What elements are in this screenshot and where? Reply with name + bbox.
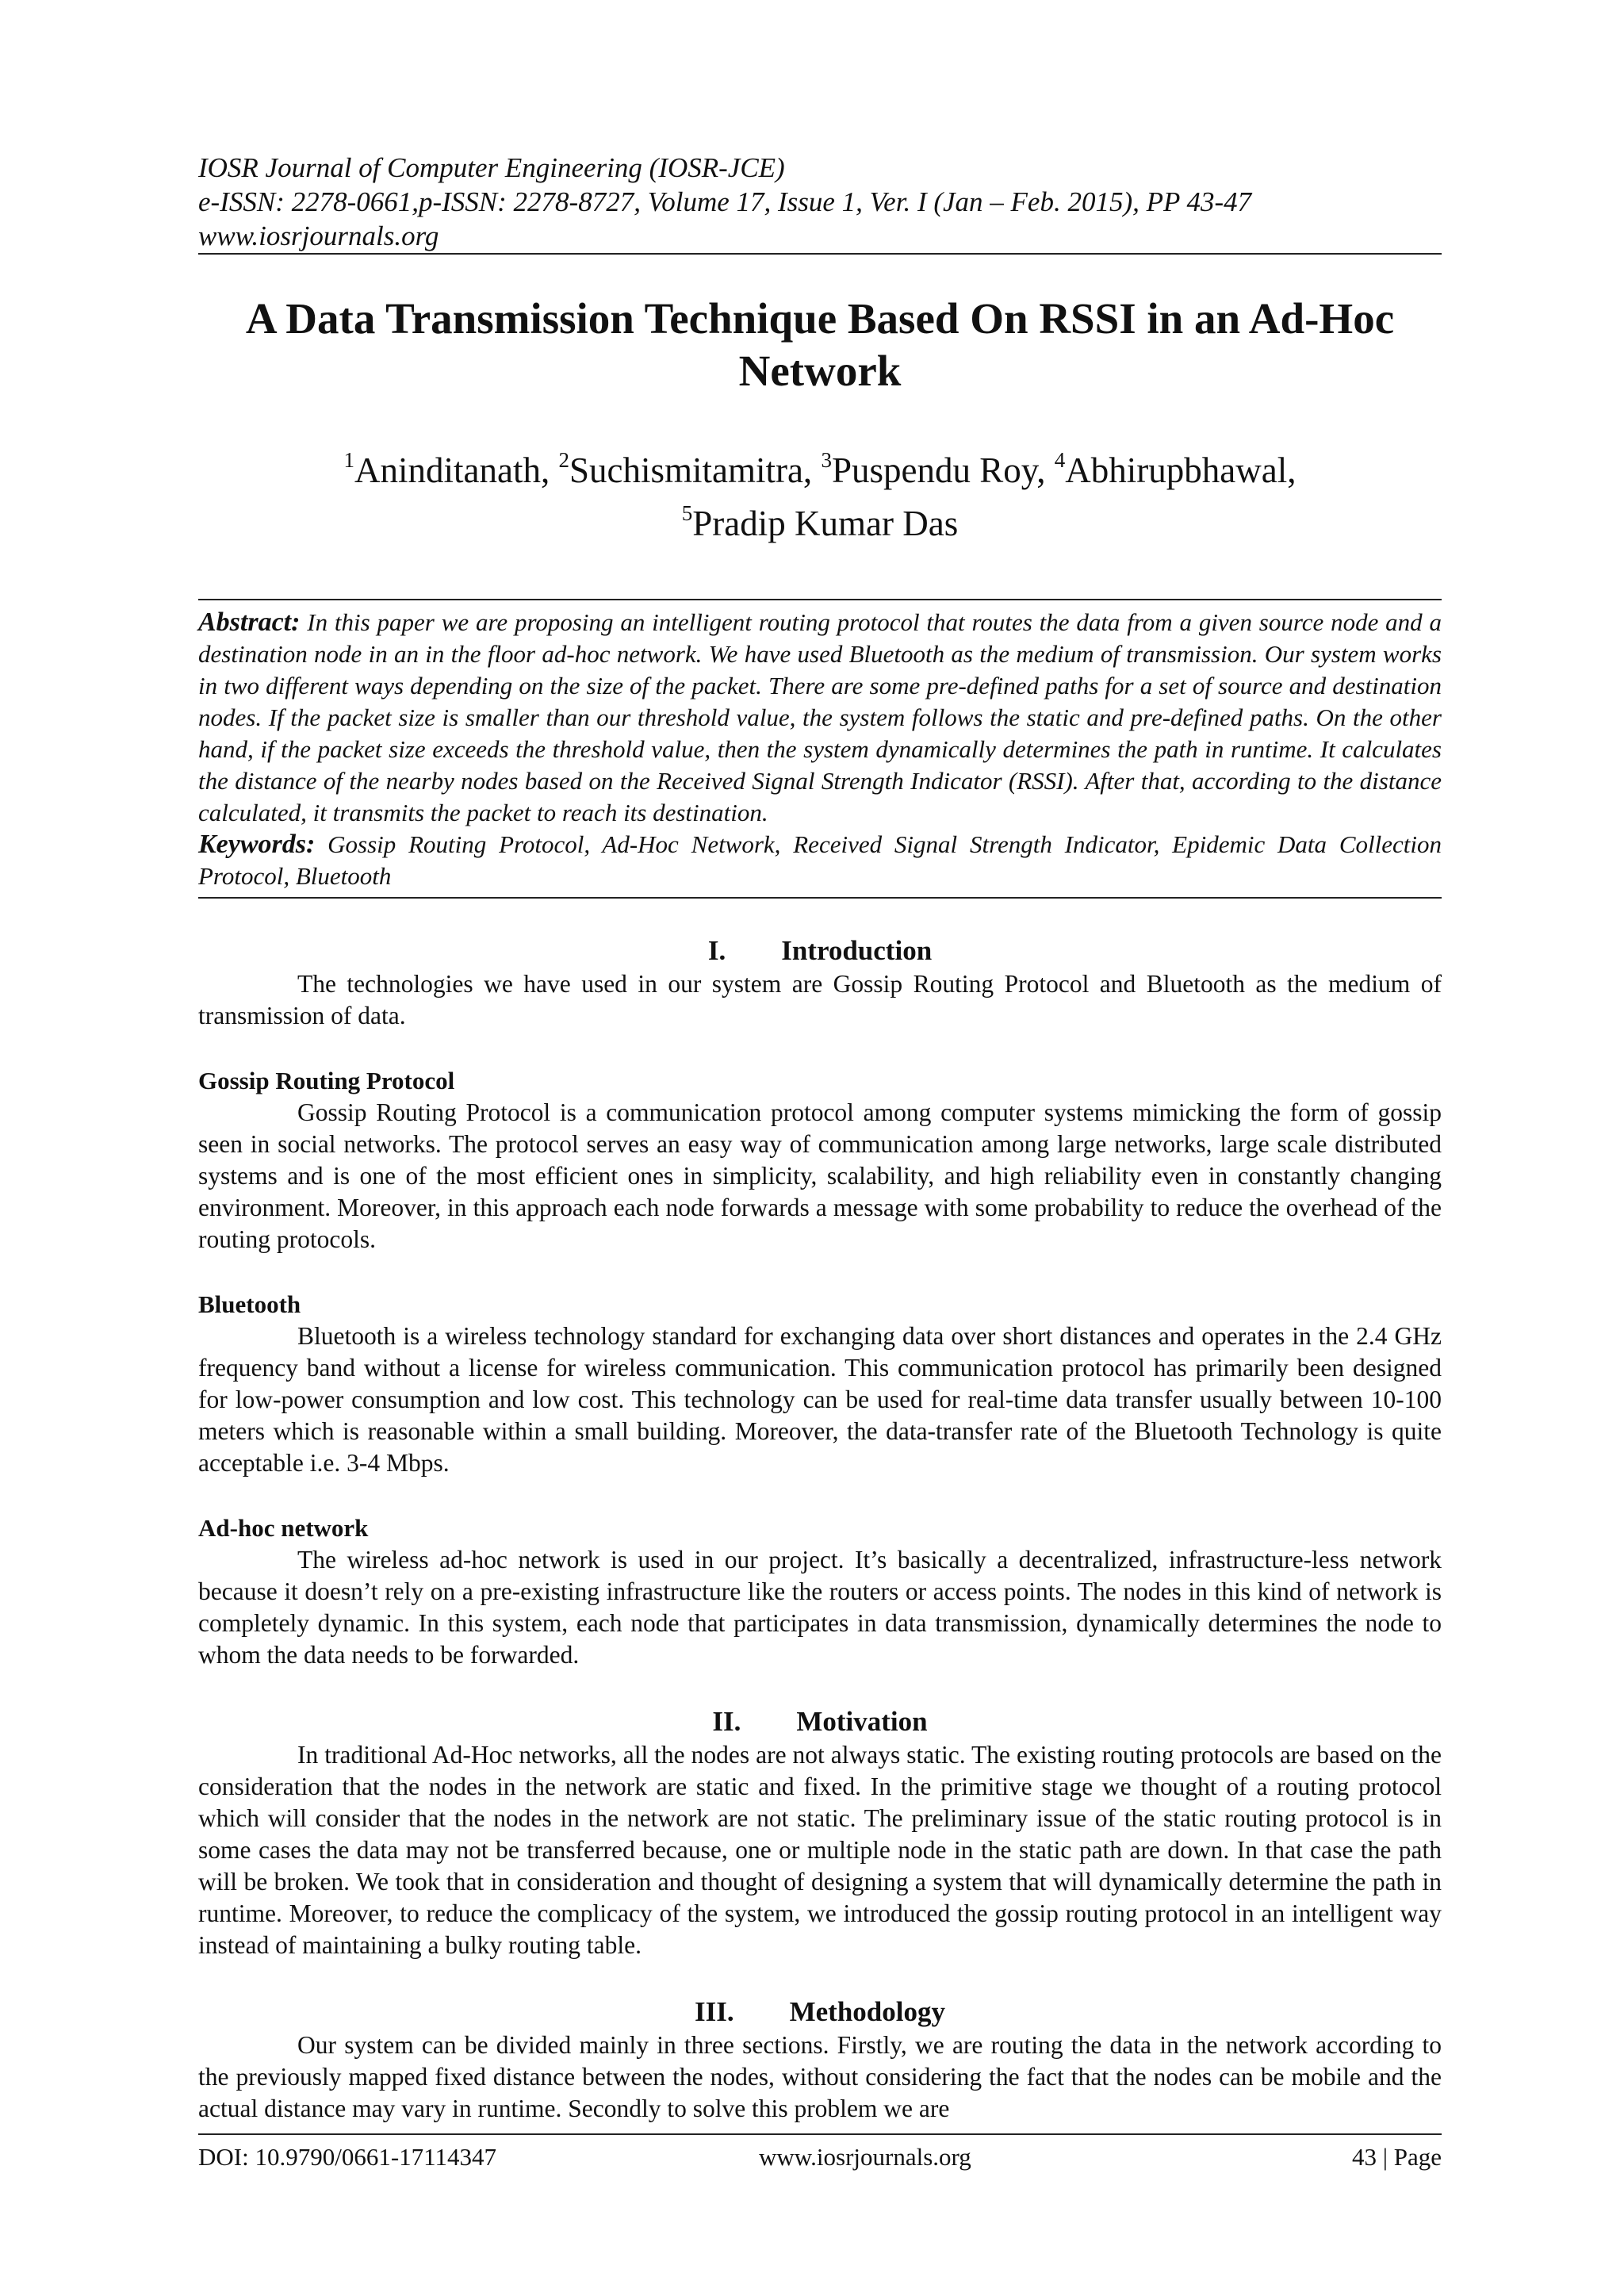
journal-issue: e-ISSN: 2278-0661,p-ISSN: 2278-8727, Volume 17, Issue 1, Ver. I (Jan – Feb. 2015), PP 43-47	[198, 186, 1252, 217]
abstract	[198, 607, 1442, 829]
title-line-1: A Data Transmission Technique Based On RSSI in an Ad-Hoc	[245, 294, 1395, 343]
author-name: Abhirupbhawal,	[1065, 450, 1297, 490]
section-title: Motivation	[796, 1706, 928, 1737]
author-name: Aninditanath,	[354, 450, 550, 490]
section-number: II.	[712, 1706, 741, 1737]
author-affiliation-mark: 5	[681, 501, 693, 525]
footer-page-number: 43 | Page	[1352, 2143, 1442, 2171]
journal-name: IOSR Journal of Computer Engineering (IOSR-JCE)	[198, 152, 785, 183]
keywords-bottom-rule	[198, 897, 1442, 899]
journal-website: www.iosrjournals.org	[198, 220, 439, 251]
keywords	[198, 829, 1442, 892]
section-title: Introduction	[781, 935, 933, 966]
paper-page	[198, 151, 1442, 2125]
section-heading-motivation	[198, 1704, 1442, 1739]
paper-title	[198, 293, 1442, 397]
subheading-adhoc: Ad-hoc network	[198, 1514, 369, 1542]
journal-header	[198, 151, 1442, 253]
subheading-gossip: Gossip Routing Protocol	[198, 1067, 455, 1094]
section-heading-introduction	[198, 933, 1442, 968]
footer-row	[198, 2140, 1442, 2175]
keywords-label: Keywords:	[198, 830, 316, 859]
methodology-paragraph: Our system can be divided mainly in three sections. Firstly, we are routing the data in the network according to the previously mapped fixed distance between the nodes, without considering the fact that the nodes can be mobile and the actual distance may vary in runtime. Secondly to solve this problem we are	[198, 2031, 1442, 2122]
bluetooth-paragraph: Bluetooth is a wireless technology standard for exchanging data over short distances and operates in the 2.4 GHz frequency band without a license for wireless communication. This communication protocol has primarily been designed for low-power consumption and low cost. This technology can be used for real-time data transfer usually between 10-100 meters which is reasonable within a small building. Moreover, the data-transfer rate of the Bluetooth Technology is quite acceptable i.e. 3-4 Mbps.	[198, 1322, 1442, 1477]
author-name: Suchismitamitra,	[569, 450, 813, 490]
gossip-paragraph: Gossip Routing Protocol is a communication protocol among computer systems mimicking the form of gossip seen in social networks. The protocol serves an easy way of communication among large networks, large scale distributed systems and is one of the most efficient ones in simplicity, scalability, and high reliability even in constantly changing environment. Moreover, in this approach each node forwards a message with some probability to reduce the overhead of the routing protocols.	[198, 1098, 1442, 1253]
authors-line-2	[198, 493, 1442, 546]
section-number: I.	[707, 935, 726, 966]
abstract-text: In this paper we are proposing an intelligent routing protocol that routes the data from a given source node and a destination node in an in the floor ad-hoc network. We have used Bluetooth as the medium of transmission. Our system works in two different ways depending on the size of the packet. There are some pre-defined paths for a set of source and destination nodes. If the packet size is smaller than our threshold value, the system follows the static and pre-defined paths. On the other hand, if the packet size exceeds the threshold value, then the system dynamically determines the path in runtime. It calculates the distance of the nearby nodes based on the Received Signal Strength Indicator (RSSI). After that, according to the distance calculated, it transmits the packet to reach its destination.	[198, 608, 1442, 826]
footer-doi: DOI: 10.9790/0661-17114347	[198, 2143, 496, 2171]
abstract-label: Abstract:	[198, 608, 301, 637]
page-footer	[198, 2133, 1442, 2175]
author-affiliation-mark: 2	[558, 448, 569, 472]
keywords-text: Gossip Routing Protocol, Ad-Hoc Network, Received Signal Strength Indicator, Epidemic Data Collection Protocol, Bluetooth	[198, 830, 1442, 890]
title-line-2: Network	[738, 347, 902, 395]
authors-line-1	[198, 440, 1442, 493]
author-affiliation-mark: 4	[1054, 448, 1066, 472]
author-affiliation-mark: 3	[821, 448, 832, 472]
section-number: III.	[694, 1996, 734, 2027]
abstract-top-rule	[198, 599, 1442, 600]
author-affiliation-mark: 1	[343, 448, 354, 472]
header-rule	[198, 253, 1442, 255]
motivation-paragraph: In traditional Ad-Hoc networks, all the nodes are not always static. The existing routing protocols are based on the consideration that the nodes in the network are static and fixed. In the primitive stage we thought of a routing protocol which will consider that the nodes in the network are not static. The preliminary issue of the static routing protocol is in some cases the data may not be transferred because, one or multiple node in the static path are down. In that case the path will be broken. We took that in consideration and thought of designing a system that will dynamically determine the path in runtime. Moreover, to reduce the complicacy of the system, we introduced the gossip routing protocol in an intelligent way instead of maintaining a bulky routing table.	[198, 1741, 1442, 1959]
subheading-bluetooth: Bluetooth	[198, 1290, 301, 1318]
section-heading-methodology	[198, 1995, 1442, 2030]
footer-website: www.iosrjournals.org	[759, 2143, 971, 2171]
author-name: Puspendu Roy,	[831, 450, 1046, 490]
author-list	[198, 440, 1442, 546]
adhoc-paragraph: The wireless ad-hoc network is used in our project. It’s basically a decentralized, infrastructure-less network because it doesn’t rely on a pre-existing infrastructure like the routers or access points. The nodes in this kind of network is completely dynamic. In this system, each node that participates in data transmission, dynamically determines the node to whom the data needs to be forwarded.	[198, 1546, 1442, 1669]
intro-paragraph: The technologies we have used in our system are Gossip Routing Protocol and Bluetooth as the medium of transmission of data.	[198, 970, 1442, 1029]
author-name: Pradip Kumar Das	[692, 504, 959, 543]
section-title: Methodology	[789, 1996, 945, 2027]
